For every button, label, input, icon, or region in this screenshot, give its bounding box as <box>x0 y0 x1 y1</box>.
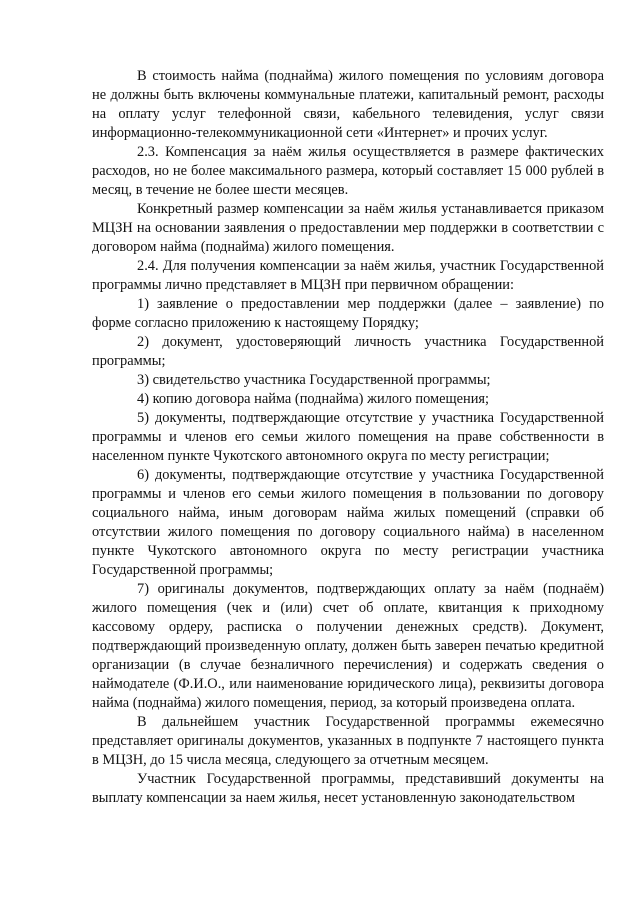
list-item-3-participant-certificate: 3) свидетельство участника Государственной программы; <box>137 372 491 388</box>
list-item-5-no-owned-housing: 5) документы, подтверждающие отсутствие у участника Государственной программы и членов его семьи жилого помещения на праве собственности в населенном пункте Чукотского автономного округа по месту регистрации; <box>92 410 604 464</box>
list-item-2-identity-document: 2) документ, удостоверяющий личность участника Государственной программы; <box>92 334 604 369</box>
paragraph-2-3-compensation-amount: 2.3. Компенсация за наём жилья осуществляется в размере фактических расходов, но не более максимального размера, который составляет 15 000 рублей в месяц, в течение не более шести месяцев. <box>92 144 604 198</box>
paragraph-compensation-order: Конкретный размер компенсации за наём жилья устанавливается приказом МЦЗН на основании заявления о предоставлении мер поддержки в соответствии с договором найма (поднайма) жилого помещения. <box>92 201 604 255</box>
paragraph-monthly-submission: В дальнейшем участник Государственной программы ежемесячно представляет оригиналы документов, указанных в подпункте 7 настоящего пункта в МЦЗН, до 15 числа месяца, следующего за отчетным месяцем. <box>92 714 604 768</box>
paragraph-rent-cost-exclusions: В стоимость найма (поднайма) жилого помещения по условиям договора не должны быть включены коммунальные платежи, капитальный ремонт, расходы на оплату услуг телефонной связи, кабельного телевидения, услуг связи информационно-телекоммуникационной сети «Интернет» и прочих услуг. <box>92 68 604 141</box>
list-item-1-application: 1) заявление о предоставлении мер поддержки (далее – заявление) по форме согласно приложению к настоящему Порядку; <box>92 296 604 331</box>
list-item-6-no-social-housing: 6) документы, подтверждающие отсутствие у участника Государственной программы и членов его семьи жилого помещения в пользовании по договору социального найма, иным договорам найма жилых помещений (справки об отсутствии жилого помещения по договору социального найма) в населенном пункте Чукотского автономного округа по месту регистрации участника Государственной программы; <box>92 467 604 578</box>
list-item-7-payment-originals: 7) оригиналы документов, подтверждающих оплату за наём (поднаём) жилого помещения (чек и (или) счет об оплате, квитанция к приходному кассовому ордеру, расписка о получении денежных средств). Документ, подтверждающий произведенную оплату, должен быть заверен печатью кредитной организации (в случае безналичного перечисления) и содержать сведения о наймодателе (Ф.И.О., или наименование юридического лица), реквизиты договора найма (поднайма) жилого помещения, период, за который произведена оплата. <box>92 581 604 711</box>
paragraph-participant-responsibility: Участник Государственной программы, представивший документы на выплату компенсации за наем жилья, несет установленную законодательством <box>92 771 604 806</box>
paragraph-2-4-required-documents: 2.4. Для получения компенсации за наём жилья, участник Государственной программы лично представляет в МЦЗН при первичном обращении: <box>92 258 604 293</box>
document-body <box>92 67 604 808</box>
list-item-4-lease-copy: 4) копию договора найма (поднайма) жилого помещения; <box>137 391 490 407</box>
